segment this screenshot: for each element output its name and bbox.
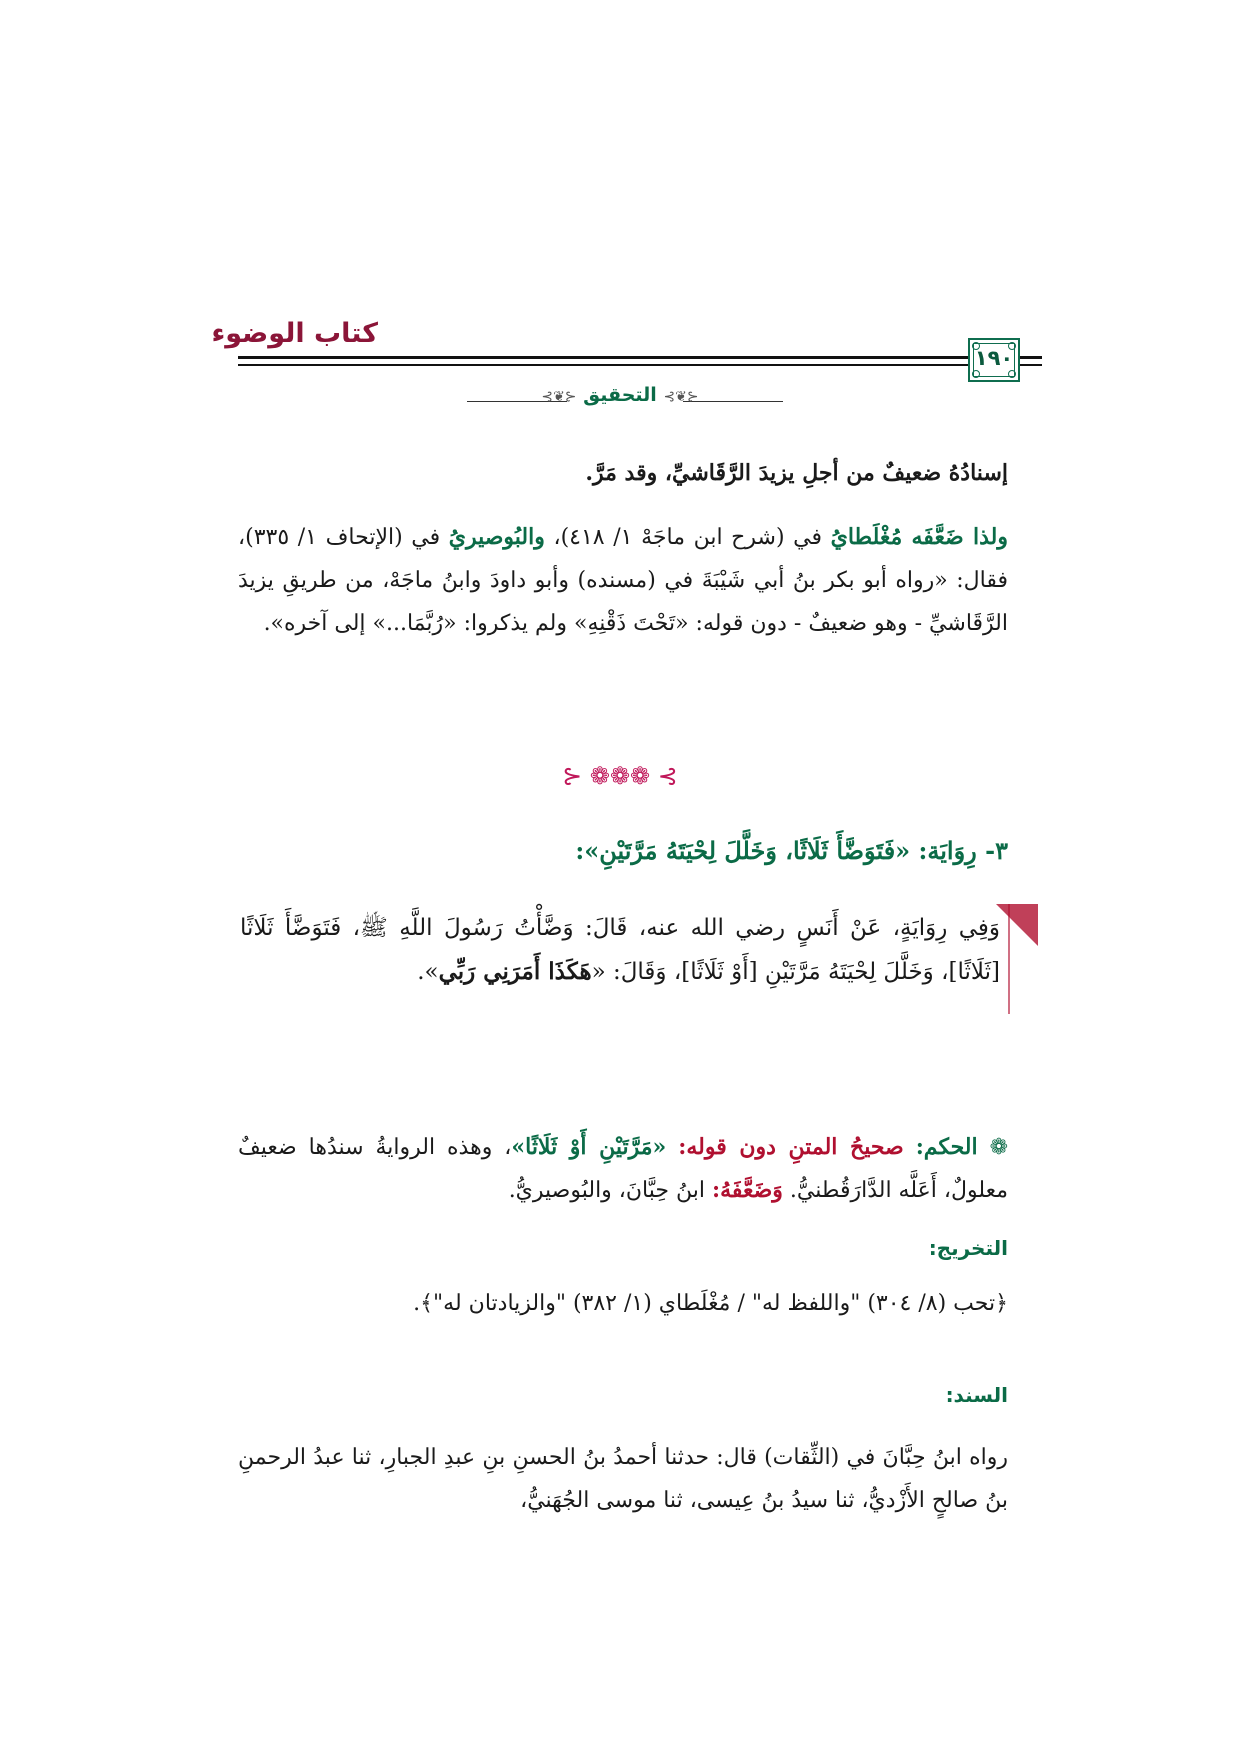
busiri-name: والبُوصيريُ bbox=[448, 524, 545, 550]
header-rule-bottom bbox=[238, 364, 1038, 366]
riwaya-title: رِوَايَة: «فَتَوَضَّأَ ثَلَاثًا، وَخَلَّلَ لِحْيَتَهُ مَرَّتَيْنِ»: bbox=[575, 836, 977, 865]
tahqiq-paragraph-1: إسنادُهُ ضعيفٌ من أجلِ يزيدَ الرَّقَاشيِّ، وقد مَرَّ. bbox=[585, 460, 1008, 486]
hukm-verdict: صحيحُ المتنِ دون قوله: bbox=[678, 1134, 904, 1160]
ornament-icon: ⊰❦⊱ bbox=[663, 389, 699, 405]
section-divider-ornament: ⊱ ❁❁❁ ⊰ bbox=[562, 762, 678, 790]
frame-corner-ornament-icon bbox=[1008, 370, 1016, 378]
riwaya-number: ٣- bbox=[985, 836, 1008, 865]
sanad-heading: السند: bbox=[945, 1383, 1008, 1407]
takhrij-text: ﴿تحب (٨/ ٣٠٤) "واللفظ له" / مُغْلَطاي (١/ ٣٨٢) "والزيادتان له"﴾. bbox=[413, 1291, 1008, 1316]
book-title: كتاب الوضوء bbox=[211, 318, 378, 349]
frame-corner-ornament-icon bbox=[972, 370, 980, 378]
mughultay-name: ولذا ضَعَّفَه مُغْلَطايُ bbox=[830, 524, 1008, 550]
header-rule-top bbox=[238, 356, 1038, 359]
hukm-quote: «مَرَّتَيْنِ أَوْ ثَلَاثًا» bbox=[511, 1134, 667, 1160]
ornament-icon: ⊰❦⊱ bbox=[541, 389, 577, 405]
header-rule-end bbox=[1024, 356, 1042, 359]
riwaya-text: وَفِي رِوَايَةٍ، عَنْ أَنَسٍ رضي الله عنه، قَالَ: وَضَّأْتُ رَسُولَ اللَّهِ ﷺ، فَتَوَضَّأَ ثَلَاثًا [ثَلَاثًا]، وَخَلَّلَ لِحْيَتَهُ مَرَّتَيْنِ [أَوْ ثَلَاثًا]، وَقَالَ: «هَكَذَا أَمَرَنِي رَبِّي». bbox=[240, 915, 1000, 985]
daaf-label: وَضَعَّفَهُ: bbox=[711, 1177, 783, 1203]
section-banner bbox=[0, 384, 1240, 416]
hukm-label: الحكم: bbox=[915, 1134, 978, 1160]
header-rule-end bbox=[1024, 364, 1042, 366]
corner-ornament-icon bbox=[996, 904, 1038, 946]
flower-bullet-icon: ❁ bbox=[989, 1135, 1008, 1160]
section-heading: التحقيق bbox=[583, 384, 657, 406]
tahqiq-paragraph-2: ولذا ضَعَّفَه مُغْلَطايُ في (شرح ابن ماجَهْ ١/ ٤١٨)، والبُوصيريُ في (الإتحاف ١/ ٣٣٥)، فقال: «رواه أبو بكر بنُ أبي شَيْبَةَ في (مسنده) وأبو داودَ وابنُ ماجَهْ، من طريقِ يزيدَ الرَّقَاشيِّ - وهو ضعيفٌ - دون قوله: «تَحْتَ ذَقْنِهِ» ولم يذكروا: «رُبَّمَا...» إلى آخره». bbox=[238, 524, 1008, 636]
riwaya-heading bbox=[228, 836, 1008, 865]
takhrij-heading: التخريج: bbox=[928, 1236, 1008, 1260]
page-number-frame bbox=[968, 338, 1020, 382]
page-number: ١٩٠ bbox=[974, 346, 1014, 370]
sanad-text: رواه ابنُ حِبَّانَ في (الثِّقات) قال: حدثنا أحمدُ بنُ الحسنِ بنِ عبدِ الجبارِ، ثنا عبدُ الرحمنِ بنُ صالحٍ الأَزْديُّ، ثنا سيدُ بنُ عِيسى، ثنا موسى الجُهَنيُّ، bbox=[238, 1445, 1008, 1513]
riwaya-quote: هَكَذَا أَمَرَنِي رَبِّي bbox=[438, 958, 592, 985]
hukm-paragraph: ❁ الحكم: صحيحُ المتنِ دون قوله: «مَرَّتَيْنِ أَوْ ثَلَاثًا»، وهذه الروايةُ سندُها ضعيفٌ معلولٌ، أَعَلَّه الدَّارَقُطنيُّ. وَضَعَّفَهُ: ابنُ حِبَّانَ، والبُوصيريُّ. bbox=[238, 1134, 1008, 1203]
quote-margin-line bbox=[1008, 904, 1010, 1014]
